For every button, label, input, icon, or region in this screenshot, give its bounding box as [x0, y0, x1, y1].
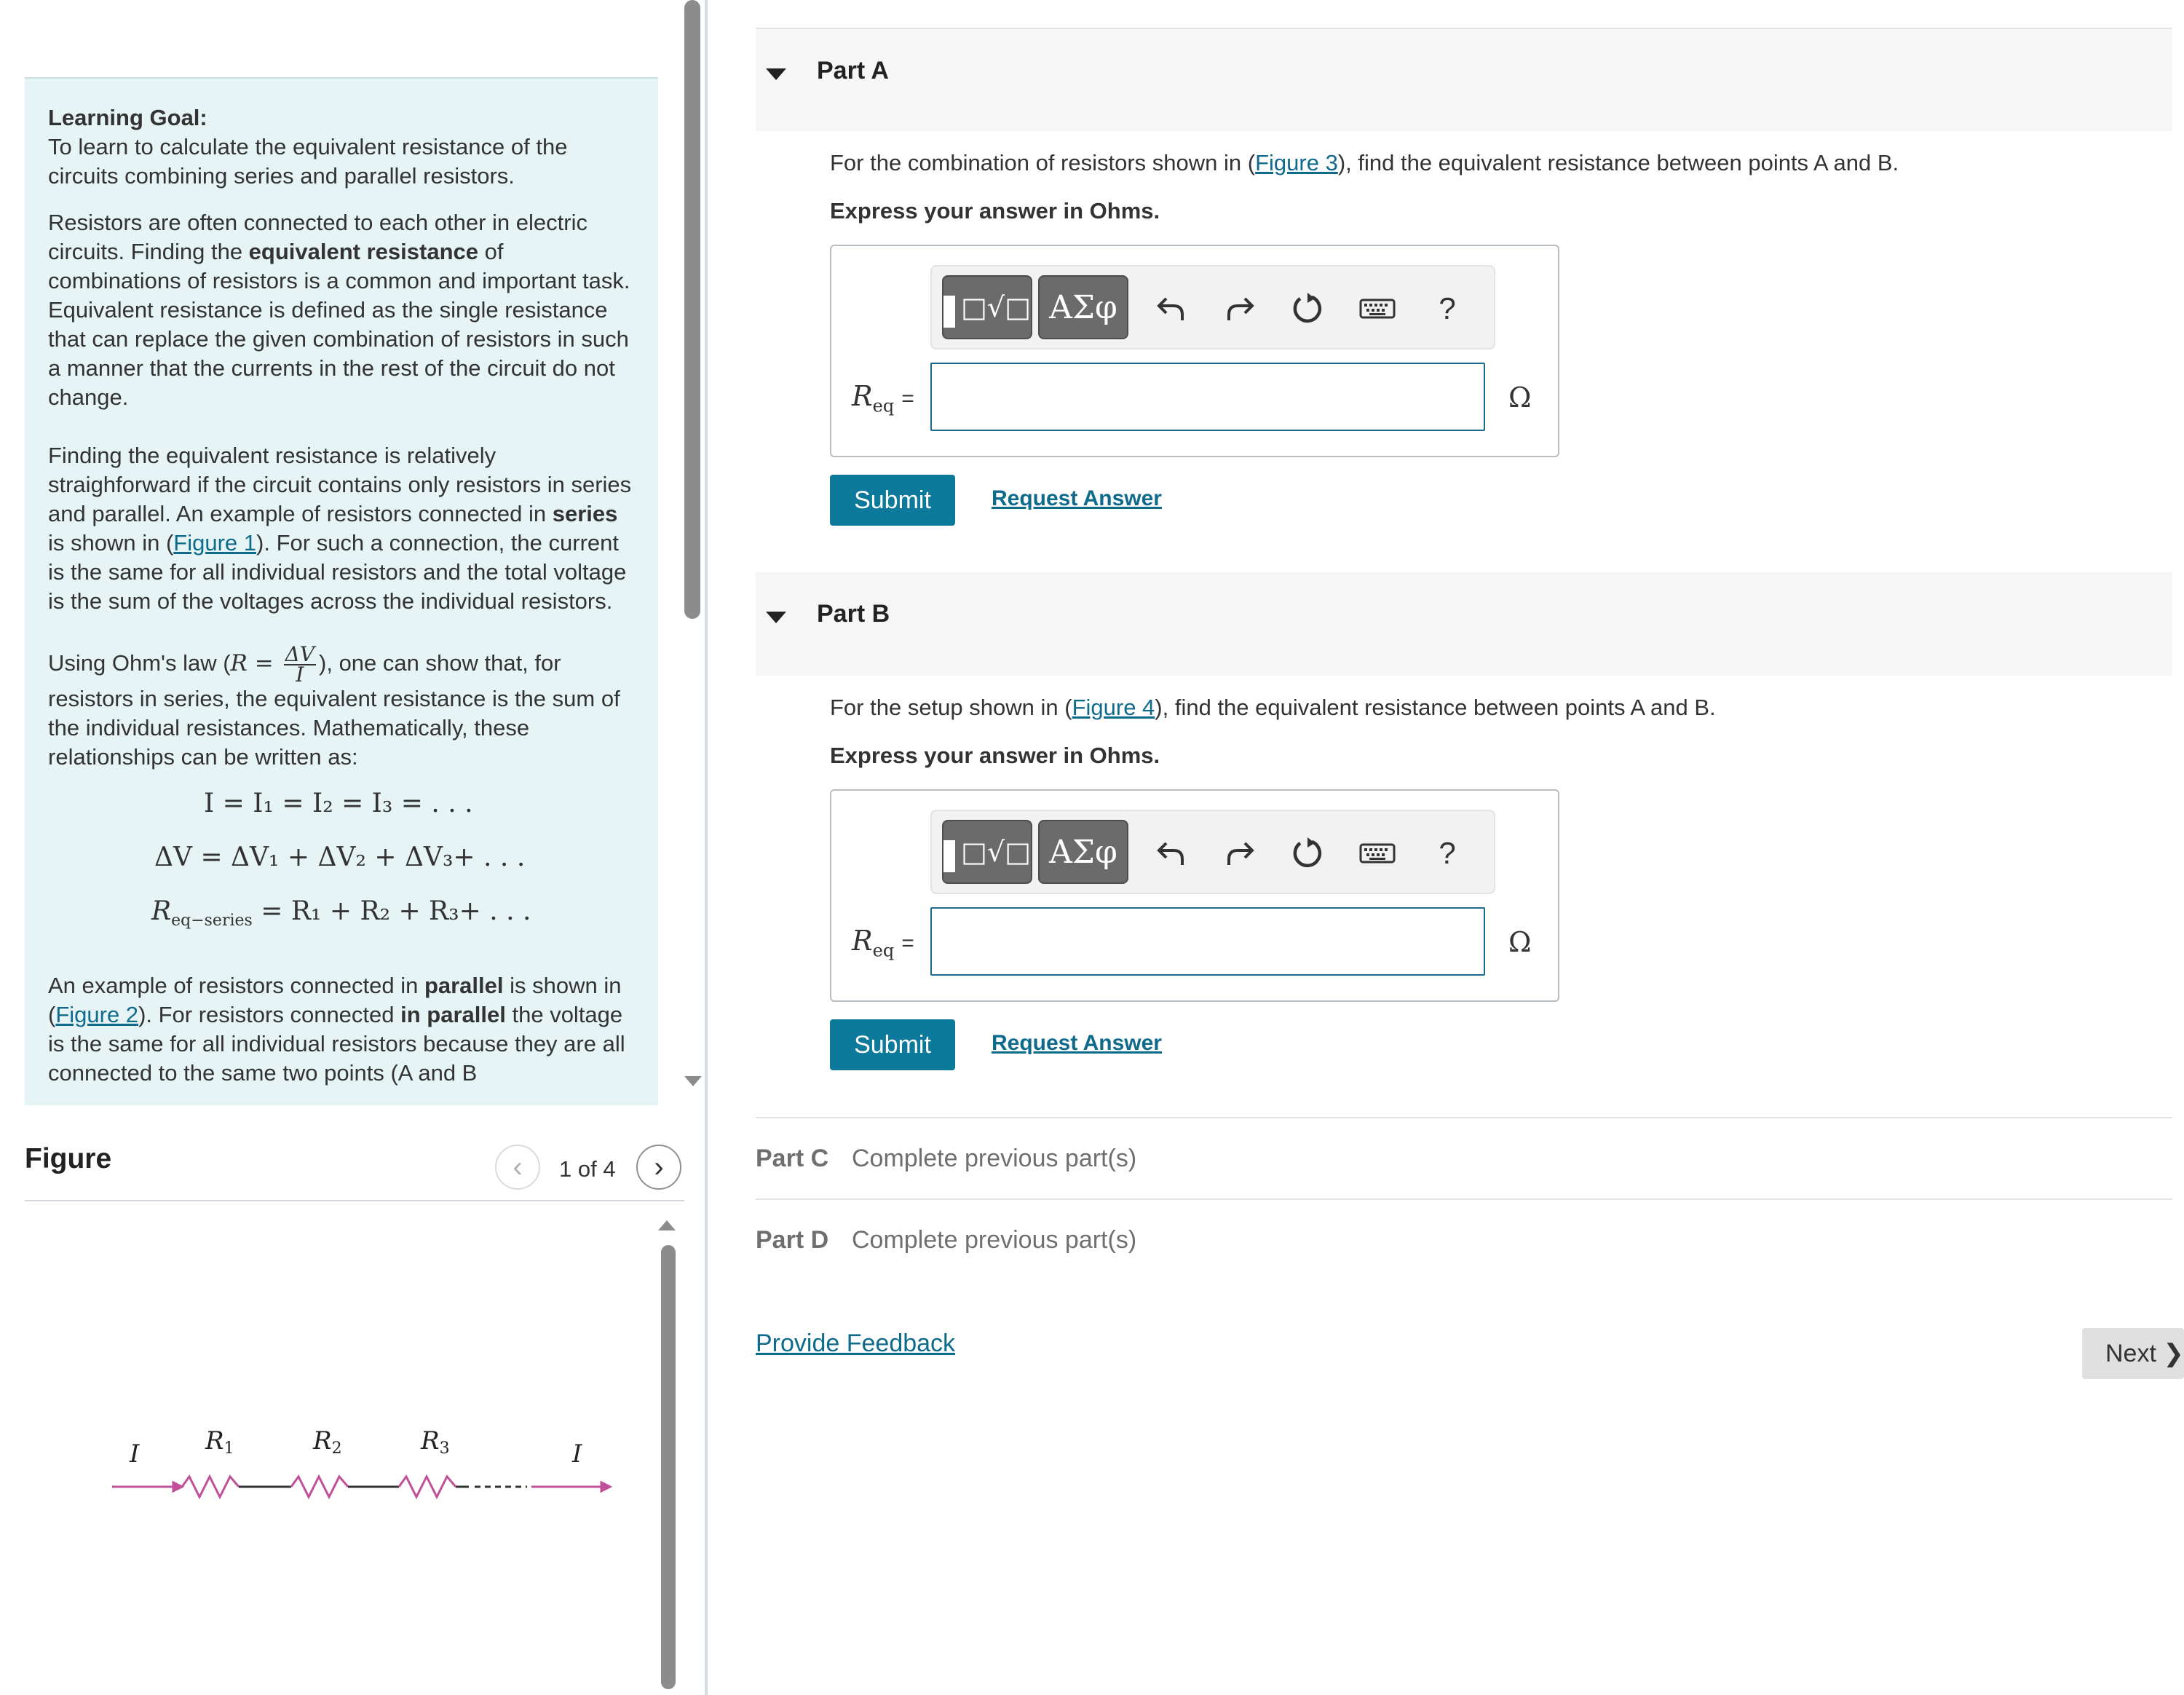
figure-area	[25, 1201, 684, 1695]
radical-icon: □√□	[960, 836, 1031, 868]
resistor-r2	[291, 1477, 348, 1497]
var-equals: =	[901, 931, 914, 955]
intro-scrollbar-thumb[interactable]	[684, 0, 700, 619]
text-span: Using Ohm's law (	[48, 650, 231, 676]
figure-prev-button[interactable]	[495, 1145, 540, 1190]
template-block-icon	[943, 840, 955, 872]
math-toolbar	[930, 810, 1495, 894]
help-icon[interactable]: ?	[1439, 291, 1456, 325]
resistor-r1	[182, 1477, 239, 1497]
r3-subscript: 3	[439, 1439, 450, 1458]
next-button[interactable]: Next ❯	[2082, 1328, 2184, 1379]
part-b-header[interactable]	[756, 572, 2172, 676]
part-b-submit-button[interactable]: Submit	[830, 1019, 955, 1070]
part-d-status: Complete previous part(s)	[852, 1226, 1137, 1254]
math-toolbar	[930, 265, 1495, 349]
series-equations	[48, 789, 635, 957]
bold-term-parallel: parallel	[424, 973, 504, 998]
ohms-law-equals: =	[247, 650, 281, 677]
learning-goal-text: To learn to calculate the equivalent resistance of the circuits combining series and parallel resistors.	[48, 134, 568, 189]
resistor-r3	[399, 1477, 456, 1497]
part-a-answer-box	[830, 245, 1559, 457]
left-pane	[0, 0, 708, 1695]
arrow-right-icon	[601, 1482, 610, 1491]
part-b-request-answer-link[interactable]: Request Answer	[992, 1031, 1162, 1055]
part-c-row	[756, 1117, 2172, 1198]
var-letter: R	[852, 380, 873, 412]
resistor-label-r2	[312, 1426, 342, 1458]
redo-icon[interactable]	[1220, 288, 1261, 329]
part-d-row	[756, 1198, 2172, 1280]
templates-button[interactable]	[942, 820, 1032, 884]
text-span: For the setup shown in (	[830, 695, 1072, 720]
var-subscript: eq	[872, 395, 895, 416]
help-icon[interactable]: ?	[1439, 836, 1456, 870]
figure-2-link[interactable]: Figure 2	[55, 1002, 139, 1027]
var-equals: =	[901, 387, 914, 411]
eq3-r: R	[151, 896, 172, 926]
radical-icon: □√□	[960, 291, 1031, 323]
resistor-label-r3	[420, 1426, 450, 1458]
part-b-answer-box	[830, 789, 1559, 1002]
resistor-label-r1	[205, 1426, 234, 1458]
var-letter: R	[852, 925, 873, 957]
fraction-denominator: I	[296, 663, 304, 687]
part-a-instruction: Express your answer in Ohms.	[830, 198, 1160, 224]
figure-1-link[interactable]: Figure 1	[173, 530, 257, 556]
voltage-equation: ΔV = ΔV₁ + ΔV₂ + ΔV₃+ . . .	[154, 842, 526, 872]
text-span: An example of resistors connected in	[48, 973, 424, 998]
part-a-submit-button[interactable]: Submit	[830, 475, 955, 526]
figure-3-link[interactable]: Figure 3	[1255, 150, 1338, 175]
part-b-instruction: Express your answer in Ohms.	[830, 743, 1160, 768]
intro-scroll-down-icon[interactable]	[684, 1076, 702, 1086]
current-label-right: I	[572, 1439, 582, 1469]
right-pane	[711, 0, 2184, 1695]
eq3-rest: = R₁ + R₂ + R₃+ . . .	[252, 896, 531, 926]
ohms-law-fraction	[284, 642, 316, 687]
figure-title: Figure	[25, 1143, 112, 1174]
part-a-variable-label	[852, 380, 914, 416]
text-span: Resistors are often connected to each other in electric circuits. Finding the	[48, 210, 587, 264]
r2-subscript: 2	[331, 1439, 342, 1458]
intro-paragraph-3	[48, 642, 635, 772]
figure-counter: 1 of 4	[559, 1156, 616, 1182]
arrow-left-icon	[173, 1482, 182, 1491]
chevron-right-icon: ›	[654, 1150, 664, 1183]
text-span: is shown in (	[48, 973, 622, 1027]
ohms-law-r: R	[230, 650, 248, 677]
text-span: ), one can show that, for resistors in series, the equivalent resistance is the sum of the individual resistances. Mathematically, these relationships can be written as:	[48, 650, 620, 770]
part-c-title: Part C	[756, 1145, 829, 1172]
text-span: of combinations of resistors is a common and important task. Equivalent resistance is defined as the single resistance that can replace the given combination of resistors in such a manner that the currents in the rest of the circuit do not change.	[48, 239, 630, 410]
figure-header	[25, 1136, 684, 1201]
r1-subscript: 1	[223, 1439, 234, 1458]
undo-icon[interactable]	[1150, 288, 1191, 329]
intro-paragraph-2	[48, 441, 635, 616]
text-span: For the combination of resistors shown in (	[830, 150, 1256, 175]
redo-icon[interactable]	[1220, 833, 1261, 874]
part-b-question	[830, 695, 1716, 721]
part-b-title: Part B	[817, 600, 890, 628]
bold-term-series: series	[552, 501, 618, 526]
symbols-button[interactable]: ΑΣφ	[1038, 820, 1128, 884]
part-b-answer-input[interactable]	[930, 907, 1485, 976]
r1-letter: R	[205, 1426, 224, 1455]
intro-content	[25, 79, 658, 1088]
r2-letter: R	[313, 1426, 332, 1455]
provide-feedback-link[interactable]: Provide Feedback	[756, 1329, 956, 1357]
fraction-numerator: ΔV	[285, 642, 315, 666]
caret-down-icon[interactable]	[766, 612, 786, 623]
part-d-title: Part D	[756, 1226, 829, 1254]
text-span: ), find the equivalent resistance between points A and B.	[1337, 150, 1899, 175]
var-subscript: eq	[872, 940, 895, 961]
current-equation: I = I₁ = I₂ = I₃ = . . .	[204, 789, 473, 818]
figure-4-link[interactable]: Figure 4	[1072, 695, 1155, 720]
learning-goal	[48, 103, 635, 191]
part-a-unit: Ω	[1508, 382, 1532, 414]
part-a-header[interactable]	[756, 28, 2172, 131]
part-c-status: Complete previous part(s)	[852, 1145, 1137, 1172]
symbols-button[interactable]: ΑΣφ	[1038, 275, 1128, 339]
text-span: is shown in (	[48, 530, 174, 556]
intro-paragraph-1	[48, 208, 635, 412]
undo-icon[interactable]	[1150, 833, 1191, 874]
part-b-variable-label	[852, 925, 914, 961]
text-span: ), find the equivalent resistance between points A and B.	[1155, 695, 1716, 720]
bold-term-equivalent-resistance: equivalent resistance	[248, 239, 478, 264]
current-label-left: I	[130, 1439, 140, 1469]
series-circuit-diagram	[83, 1420, 636, 1522]
figure-next-button[interactable]	[636, 1145, 681, 1190]
keyboard-icon[interactable]	[1357, 288, 1398, 329]
figure-scroll-up-icon[interactable]	[658, 1220, 676, 1230]
reset-icon[interactable]	[1287, 288, 1328, 329]
resistance-equation	[151, 897, 531, 936]
learning-goal-title: Learning Goal:	[48, 105, 207, 130]
text-span: ). For such a connection, the current is the same for all individual resistors and the total voltage is the sum of the voltages across the individual resistors.	[48, 530, 627, 614]
part-a-answer-input[interactable]	[930, 363, 1485, 431]
chevron-left-icon: ‹	[513, 1150, 523, 1183]
text-span: ). For resistors connected	[138, 1002, 401, 1027]
templates-button[interactable]	[942, 275, 1032, 339]
text-span: the voltage is the same for all individual resistors because they are all connected to the same two points (A and B	[48, 1002, 625, 1086]
intro-paragraph-4	[48, 971, 635, 1088]
bold-term-in-parallel: in parallel	[400, 1002, 506, 1027]
text-span: Finding the equivalent resistance is relatively straighforward if the circuit contains only resistors in series and parallel. An example of resistors connected in	[48, 443, 632, 526]
r3-letter: R	[421, 1426, 440, 1455]
part-a-question	[830, 150, 1899, 176]
caret-down-icon[interactable]	[766, 68, 786, 80]
part-a-request-answer-link[interactable]: Request Answer	[992, 486, 1162, 510]
eq3-subscript: eq−series	[171, 912, 253, 931]
reset-icon[interactable]	[1287, 833, 1328, 874]
intro-panel[interactable]	[25, 77, 658, 1105]
figure-scrollbar-thumb[interactable]	[661, 1245, 676, 1689]
part-a-title: Part A	[817, 57, 889, 84]
part-b-unit: Ω	[1508, 926, 1532, 958]
template-block-icon	[943, 296, 955, 328]
keyboard-icon[interactable]	[1357, 833, 1398, 874]
